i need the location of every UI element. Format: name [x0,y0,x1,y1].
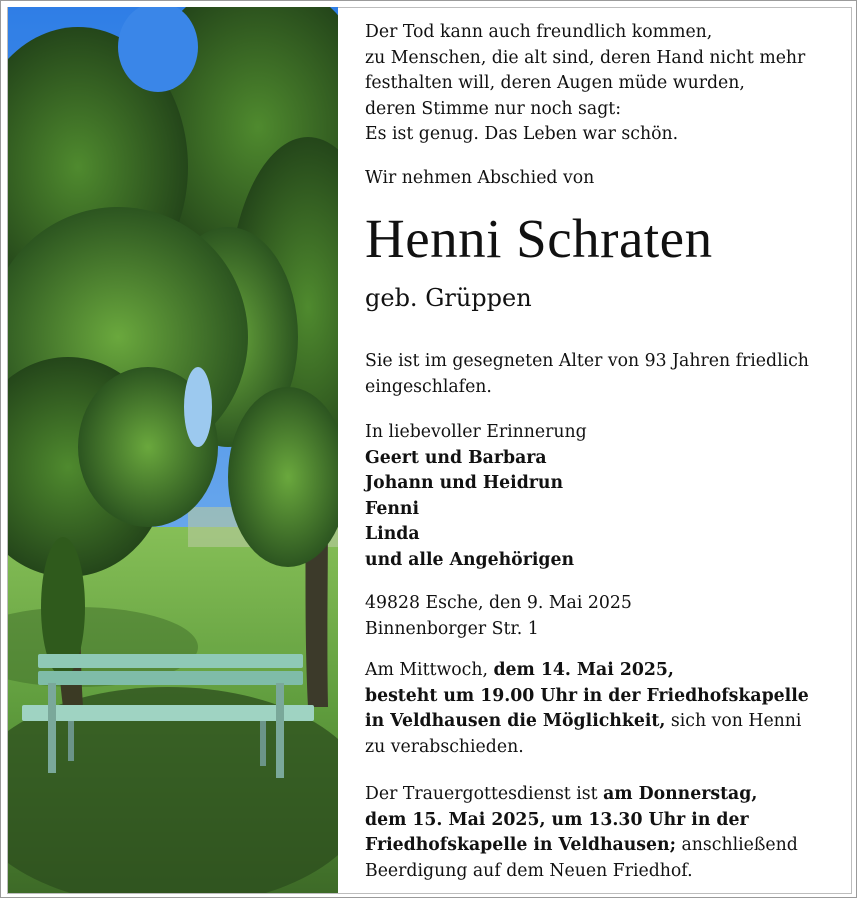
deceased-name: Henni Schraten [365,208,713,269]
farewell-text: sich von Henni [665,711,802,732]
funeral-service [365,782,798,884]
mourner: Geert und Barbara [365,447,547,468]
bench-trees-image [8,7,338,893]
address [365,591,632,642]
farewell-location: in Veldhausen die Möglichkeit, [365,711,666,732]
mourner: Johann und Heidrun [365,473,564,494]
place-date: 49828 Esche, den 9. Mai 2025 [365,593,632,613]
mourner: und alle Angehörigen [365,549,575,570]
farewell-text: Am Mittwoch, [365,660,494,680]
birth-name: geb. Grüppen [365,284,532,312]
poem-line: Es ist genug. Das Leben war schön. [365,124,679,145]
farewell-time-place: besteht um 19.00 Uhr in der Friedhofskapelle [365,685,809,706]
service-location: Friedhofskapelle in Veldhausen; [365,835,676,856]
service-text: Beerdigung auf dem Neuen Friedhof. [365,860,693,881]
mourner: Linda [365,524,420,545]
mourner: Fenni [365,498,420,519]
service-text: Der Trauergottesdienst ist [365,784,604,804]
service-date-time: dem 15. Mai 2025, um 13.30 Uhr in der [365,809,749,830]
age-line: eingeschlafen. [365,376,492,397]
farewell-date: dem 14. Mai 2025, [493,660,674,680]
poem-line: deren Stimme nur noch sagt: [365,98,622,119]
farewell-intro: Wir nehmen Abschied von [365,168,595,188]
age-statement [365,349,809,400]
poem-line: festhalten will, deren Augen müde wurden, [365,73,745,94]
poem [365,20,805,148]
memory-heading: In liebevoller Erinnerung [365,422,587,442]
poem-line: Der Tod kann auch freundlich kommen, [365,22,713,42]
age-line: Sie ist im gesegneten Alter von 93 Jahren friedlich [365,351,809,371]
poem-line: zu Menschen, die alt sind, deren Hand nicht mehr [365,47,806,68]
farewell-text: zu verabschieden. [365,736,524,757]
mourners-list [365,446,574,574]
service-day: am Donnerstag, [603,784,758,804]
street: Binnenborger Str. 1 [365,618,539,639]
service-text: anschließend [675,835,798,856]
photo-bench-under-trees [8,7,338,893]
farewell-viewing [365,658,809,760]
